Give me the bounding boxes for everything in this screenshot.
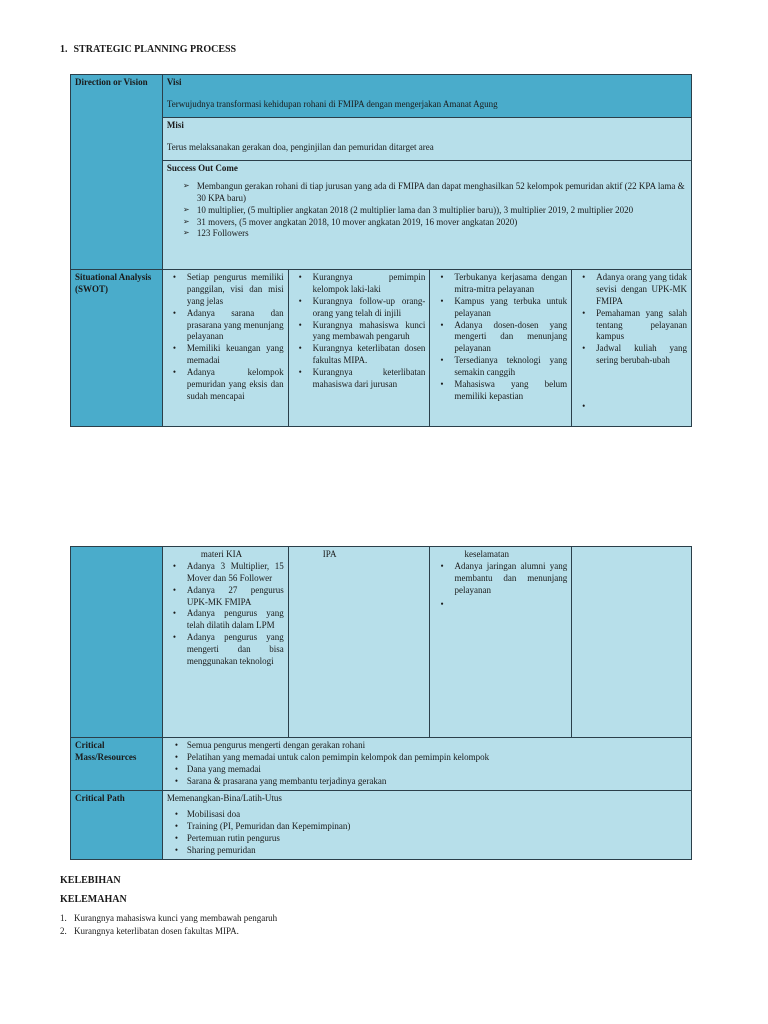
strategic-table-part2 xyxy=(70,546,692,860)
list-item: • Dana yang memadai xyxy=(173,764,687,776)
list-item: • Kurangnya keterlibatan dosen fakultas MIPA. xyxy=(297,343,426,367)
success-cell xyxy=(162,161,691,270)
list-item: • Kurangnya pemimpin kelompok laki-laki xyxy=(297,272,426,296)
list-item: • Sharing pemuridan xyxy=(173,845,687,857)
list-item: • Adanya 3 Multiplier, 15 Mover dan 56 Follower xyxy=(171,561,284,585)
success-item: ➢ 10 multiplier, (5 multiplier angkatan 2018 (2 multiplier lama dan 3 multiplier baru)), 3 multiplier 2019, 2 multiplier 2020 xyxy=(183,205,687,217)
critical-mass-list xyxy=(167,740,687,788)
list-item xyxy=(60,925,277,938)
list-item: • Adanya pengurus yang telah dilatih dalam LPM xyxy=(171,608,284,632)
list-item: • Adanya orang yang tidak sevisi dengan UPK-MK FMIPA xyxy=(580,272,687,308)
critical-path-intro: Memenangkan-Bina/Latih-Utus xyxy=(166,792,282,803)
critical-path-cell xyxy=(162,790,691,859)
opportunities-list xyxy=(434,272,567,403)
kelemahan-list xyxy=(60,912,277,937)
kelemahan-heading: KELEMAHAN xyxy=(60,894,127,905)
list-item xyxy=(438,599,567,610)
direction-label: Direction or Vision xyxy=(71,75,163,270)
weaknesses-cont-text: IPA xyxy=(322,549,337,559)
list-item: • Semua pengurus mengerti dengan gerakan rohani xyxy=(173,740,687,752)
list-item: • Sarana & prasarana yang membantu terjadinya gerakan xyxy=(173,776,687,788)
heading-number: 1. xyxy=(60,44,68,55)
list-item: • Adanya sarana dan prasarana yang menunjang pelayanan xyxy=(171,308,284,344)
section-heading xyxy=(60,44,236,55)
list-item xyxy=(580,401,687,412)
list-item: • Pertemuan rutin pengurus xyxy=(173,833,687,845)
swot-label: Situational Analysis (SWOT) xyxy=(71,270,163,427)
weaknesses-list xyxy=(293,272,426,391)
misi-cell xyxy=(162,118,691,161)
critical-mass-label: Critical Mass/Resources xyxy=(71,738,163,791)
success-title: Success Out Come xyxy=(166,163,238,173)
list-item: • Adanya 27 pengurus UPK-MK FMIPA xyxy=(171,585,284,609)
list-item: • Setiap pengurus memiliki panggilan, visi dan misi yang jelas xyxy=(171,272,284,308)
list-item: • Pelatihan yang memadai untuk calon pemimpin kelompok dan pemimpin kelompok xyxy=(173,752,687,764)
opportunities-cont-text: keselamatan xyxy=(464,549,509,559)
item-number: 1. xyxy=(60,913,67,923)
misi-title: Misi xyxy=(166,120,184,130)
swot-weaknesses-cont-cell xyxy=(288,547,430,738)
success-item: ➢ 123 Followers xyxy=(183,228,687,240)
swot-threats-cell xyxy=(572,270,692,427)
list-item: • Adanya kelompok pemuridan yang eksis dan sudah mencapai xyxy=(171,367,284,403)
threats-list xyxy=(576,272,687,412)
list-item: • Kampus yang terbuka untuk pelayanan xyxy=(438,296,567,320)
swot-opportunities-cell xyxy=(430,270,572,427)
list-item: • Kurangnya follow-up orang-orang yang telah di injili xyxy=(297,296,426,320)
list-item: • Adanya jaringan alumni yang membantu dan menunjang pelayanan xyxy=(438,561,567,597)
swot-label-cont xyxy=(71,547,163,738)
list-item: • Adanya pengurus yang mengerti dan bisa menggunakan teknologi xyxy=(171,632,284,668)
swot-weaknesses-cell xyxy=(288,270,430,427)
list-item: • Terbukanya kerjasama dengan mitra-mitra pelayanan xyxy=(438,272,567,296)
list-item: • Kurangnya keterlibatan mahasiswa dari jurusan xyxy=(297,367,426,391)
visi-title: Visi xyxy=(166,77,182,87)
strategic-table-part1 xyxy=(70,74,692,427)
critical-path-list xyxy=(167,809,687,857)
misi-text: Terus melaksanakan gerakan doa, penginjilan dan pemuridan ditarget area xyxy=(166,141,434,152)
list-item: • Pemahaman yang salah tentang pelayanan kampus xyxy=(580,308,687,344)
success-item: ➢ 31 movers, (5 mover angkatan 2018, 10 mover angkatan 2019, 16 mover angkatan 2020) xyxy=(183,217,687,229)
swot-threats-cont-cell xyxy=(572,547,692,738)
list-item xyxy=(60,912,277,925)
item-text: Kurangnya mahasiswa kunci yang membawah pengaruh xyxy=(74,913,278,923)
item-text: Kurangnya keterlibatan dosen fakultas MIPA. xyxy=(74,925,239,936)
heading-title: STRATEGIC PLANNING PROCESS xyxy=(73,44,237,55)
list-item: • Jadwal kuliah yang sering berubah-ubah xyxy=(580,343,687,367)
list-item: • Mobilisasi doa xyxy=(173,809,687,821)
list-item: • Memiliki keuangan yang memadai xyxy=(171,343,284,367)
critical-mass-cell xyxy=(162,738,691,791)
list-item: • Training (PI, Pemuridan dan Kepemimpinan) xyxy=(173,821,687,833)
item-number: 2. xyxy=(60,925,67,936)
kelebihan-heading: KELEBIHAN xyxy=(60,875,121,886)
list-item: • Tersedianya teknologi yang semakin canggih xyxy=(438,355,567,379)
success-list xyxy=(167,181,687,240)
list-item: • Adanya dosen-dosen yang mengerti dan menunjang pelayanan xyxy=(438,320,567,356)
visi-text: Terwujudnya transformasi kehidupan rohani di FMIPA dengan mengerjakan Amanat Agung xyxy=(166,98,498,109)
swot-strengths-cell xyxy=(162,270,288,427)
visi-cell xyxy=(162,75,691,118)
swot-opportunities-cont-cell xyxy=(430,547,572,738)
strengths-list-cont xyxy=(167,561,284,668)
strengths-cont-text: materi KIA xyxy=(200,549,243,559)
list-item: • Mahasiswa yang belum memiliki kepastian xyxy=(438,379,567,403)
strengths-list xyxy=(167,272,284,403)
list-item: • Kurangnya mahasiswa kunci yang membawah pengaruh xyxy=(297,320,426,344)
opportunities-list-cont xyxy=(434,561,567,610)
critical-path-label: Critical Path xyxy=(71,790,163,859)
swot-strengths-cont-cell xyxy=(162,547,288,738)
success-item: ➢ Membangun gerakan rohani di tiap jurusan yang ada di FMIPA dan dapat menghasilkan 52 kelompok pemuridan aktif (22 KPA lama & 30 KPA baru) xyxy=(183,181,687,205)
